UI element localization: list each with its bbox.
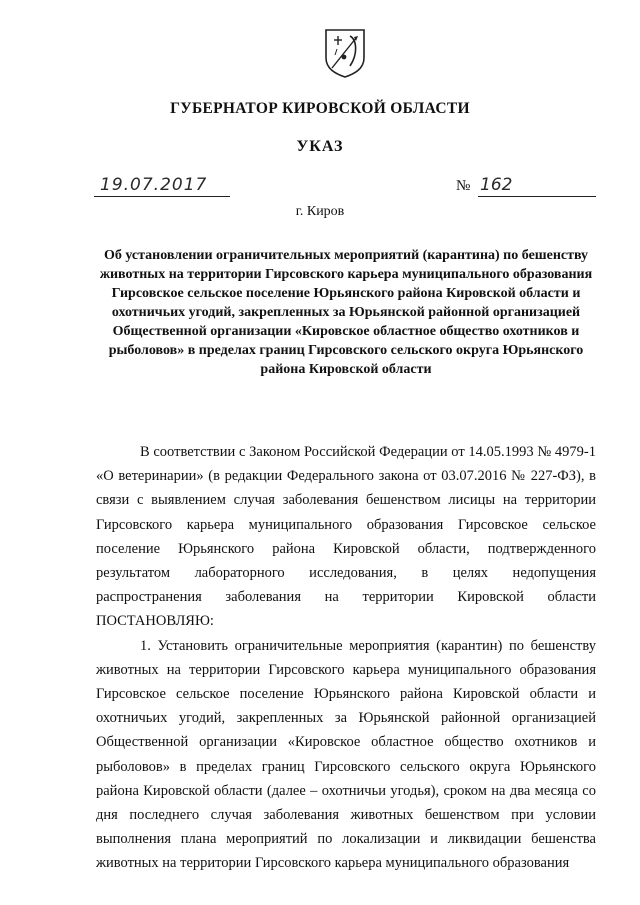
number-label: № — [456, 178, 471, 194]
decree-title: Об установлении ограничительных мероприятий (карантина) по бешенству животных на территории Гирсовского карьера муниципального образования Гирсовское сельское поселение Юрьянского района Кировской области и охотничьих угодий, закрепленных за Юрьянской районной организацией Общественной организации «Кировское областное общество охотников и рыболовов» в пределах границ Гирсовского сельского округа Юрьянского района Кировской области — [99, 248, 593, 377]
issue-city: г. Киров — [295, 204, 345, 219]
issuing-authority: ГУБЕРНАТОР КИРОВСКОЙ ОБЛАСТИ — [170, 100, 470, 117]
decree-date: 19.07.2017 — [100, 175, 208, 195]
decree-number-field — [478, 174, 596, 197]
decree-body — [96, 440, 596, 876]
coat-of-arms-icon — [324, 28, 366, 78]
preamble-paragraph: В соответствии с Законом Российской Федерации от 14.05.1993 № 4979-1 «О ветеринарии» (в редакции Федерального закона от 03.07.2016 № 227-ФЗ), в связи с выявлением случая заболевания бешенством лисицы на территории Гирсовского карьера муниципального образования Гирсовское сельское поселение Юрьянского района Кировской области, подтвержденного результатом лабораторного исследования, в целях недопущения распространения заболевания на территории Кировской области ПОСТАНОВЛЯЮ: — [96, 444, 596, 630]
document-type: УКАЗ — [296, 138, 344, 155]
decree-date-field — [94, 174, 230, 197]
clause-1-paragraph: 1. Установить ограничительные мероприятия (карантин) по бешенству животных на территории Гирсовского карьера муниципального образования Гирсовское сельское поселение Юрьянского района Кировской области и охотничьих угодий, закрепленных за Юрьянской районной организацией Общественной организации «Кировское областное общество охотников и рыболовов» в пределах границ Гирсовского сельского округа Юрьянского района Кировской области (далее – охотничьи угодья), сроком на два месяца со дня последнего случая заболевания животных бешенством при условии выполнения плана мероприятий по локализации и ликвидации бешенства животных на территории Гирсовского карьера муниципального образования — [96, 637, 596, 872]
decree-number: 162 — [480, 175, 513, 195]
